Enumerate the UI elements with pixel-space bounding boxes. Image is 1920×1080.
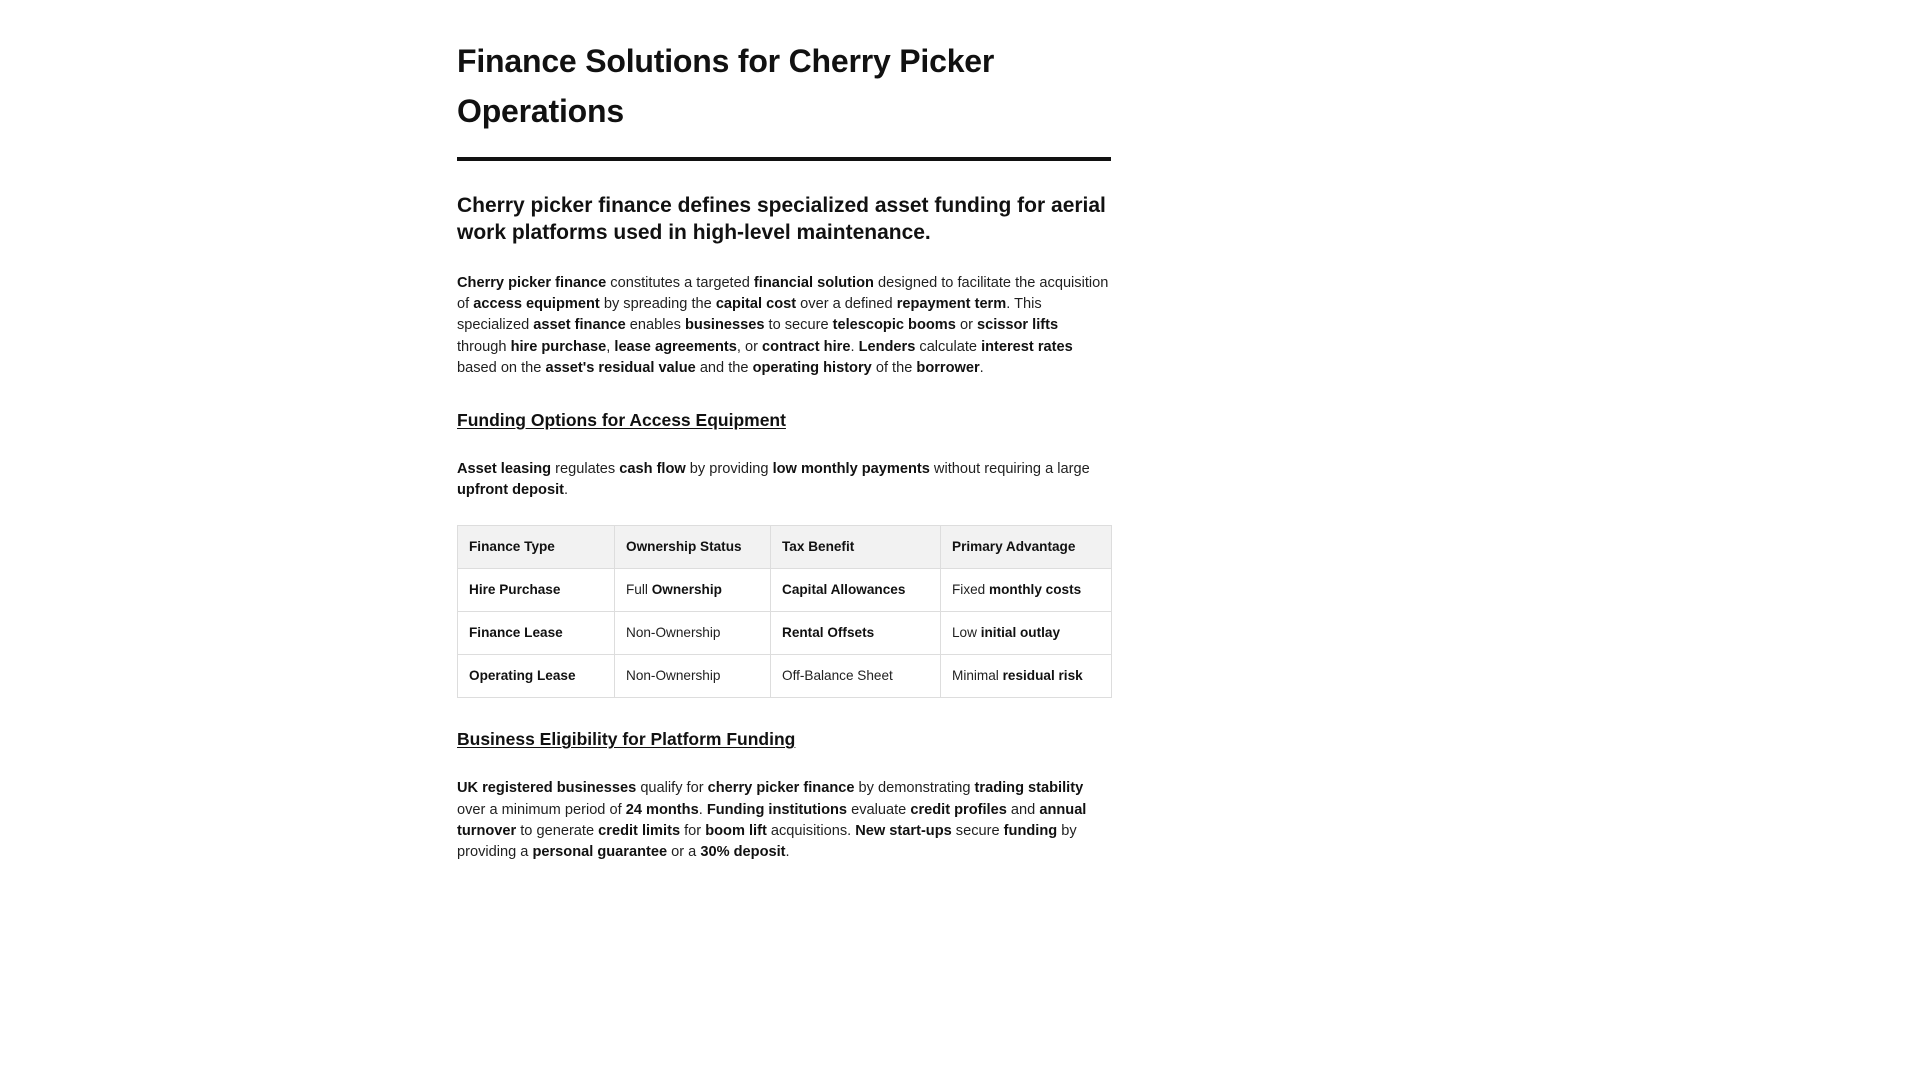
intro-text-3: by spreading the — [599, 296, 716, 313]
intro-term-borrower: borrower — [916, 359, 980, 376]
eligibility-text-4: . — [698, 801, 707, 818]
eligibility-text-6: and — [1006, 801, 1040, 818]
table-body — [458, 569, 1112, 698]
tax-plain: Off-Balance Sheet — [782, 668, 893, 684]
intro-term-cherry-picker-finance: Cherry picker finance — [457, 275, 607, 291]
table-row — [458, 569, 1112, 612]
funding-term-low-monthly-payments: low monthly payments — [772, 461, 930, 478]
eligibility-text-8: for — [680, 822, 706, 839]
intro-term-capital-cost: capital cost — [715, 296, 797, 313]
intro-text-8: or — [955, 317, 977, 334]
finance-comparison-table — [457, 525, 1112, 698]
tax-bold: Capital Allowances — [782, 582, 906, 598]
intro-text-10: , — [606, 338, 615, 355]
intro-term-contract-hire: contract hire — [762, 338, 851, 355]
cell-tax-benefit — [771, 655, 941, 698]
intro-term-interest-rates: interest rates — [981, 338, 1073, 355]
cell-finance-type — [458, 569, 615, 612]
column-header-finance-type: Finance Type — [458, 526, 615, 569]
advantage-bold: residual risk — [1002, 668, 1083, 684]
title-divider — [457, 157, 1111, 161]
funding-text-2: by providing — [685, 461, 773, 478]
intro-term-access-equipment: access equipment — [473, 296, 600, 313]
intro-term-businesses: businesses — [684, 317, 765, 334]
column-header-ownership-status: Ownership Status — [615, 526, 771, 569]
column-header-tax-benefit: Tax Benefit — [771, 526, 941, 569]
eligibility-term-new-start-ups: New start-ups — [855, 822, 952, 839]
intro-term-telescopic-booms: telescopic booms — [832, 317, 956, 334]
eligibility-text-5: evaluate — [847, 801, 911, 818]
advantage-plain: Minimal — [952, 668, 1003, 684]
intro-text-15: and the — [695, 359, 753, 376]
cell-finance-type — [458, 655, 615, 698]
funding-text-3: without requiring a large — [929, 461, 1090, 478]
column-header-primary-advantage: Primary Advantage — [941, 526, 1112, 569]
ownership-bold: Ownership — [651, 582, 722, 598]
ownership-plain: Full — [626, 582, 652, 598]
cell-primary-advantage — [941, 612, 1112, 655]
table-row — [458, 655, 1112, 698]
intro-text-14: based on the — [457, 359, 546, 376]
finance-type-value: Operating Lease — [469, 668, 576, 684]
eligibility-term-30-percent-deposit: 30% deposit — [700, 844, 786, 861]
intro-text-1: constitutes a targeted — [606, 275, 754, 291]
section-heading-funding-options: Funding Options for Access Equipment — [457, 410, 786, 431]
intro-text-9: through — [457, 338, 511, 355]
eligibility-text-10: secure — [951, 822, 1004, 839]
funding-term-cash-flow: cash flow — [619, 461, 686, 478]
eligibility-text-1: qualify for — [636, 780, 708, 797]
intro-term-asset-finance: asset finance — [533, 317, 626, 334]
cell-ownership-status — [615, 612, 771, 655]
business-eligibility-paragraph — [457, 778, 1111, 863]
eligibility-text-13: . — [785, 844, 790, 861]
advantage-plain: Fixed — [952, 582, 990, 598]
advantage-bold: initial outlay — [980, 625, 1061, 641]
finance-type-value: Finance Lease — [469, 625, 563, 641]
eligibility-term-annual-turnover: annual turnover — [457, 801, 1087, 839]
ownership-plain: Non-Ownership — [626, 625, 721, 641]
intro-term-lease-agreements: lease agreements — [614, 338, 737, 355]
cell-finance-type — [458, 612, 615, 655]
intro-text-13: calculate — [915, 338, 982, 355]
eligibility-term-credit-profiles: credit profiles — [910, 801, 1007, 818]
intro-text-12: . — [850, 338, 859, 355]
eligibility-text-11: by providing a — [457, 822, 1077, 861]
eligibility-text-7: to generate — [516, 822, 599, 839]
funding-text-1: regulates — [551, 461, 620, 478]
intro-text-17: . — [979, 359, 984, 376]
eligibility-text-9: acquisitions. — [766, 822, 856, 839]
intro-text-5: . This specialized — [457, 296, 1042, 334]
cell-primary-advantage — [941, 655, 1112, 698]
eligibility-text-12: or a — [667, 844, 701, 861]
funding-options-paragraph — [457, 459, 1111, 501]
eligibility-term-personal-guarantee: personal guarantee — [532, 844, 668, 861]
intro-term-operating-history: operating history — [752, 359, 872, 376]
cell-tax-benefit — [771, 612, 941, 655]
eligibility-term-boom-lift: boom lift — [705, 822, 767, 839]
intro-text-4: over a defined — [796, 296, 897, 313]
intro-term-financial-solution: financial solution — [753, 275, 874, 291]
intro-text-2: designed to facilitate the acquisition of — [457, 275, 1109, 313]
table-header-row — [458, 526, 1112, 569]
eligibility-text-2: by demonstrating — [854, 780, 975, 797]
eligibility-text-3: over a minimum period of — [457, 801, 626, 818]
lead-heading: Cherry picker finance defines specialized asset funding for aerial work platforms used in high-level maintenance. — [457, 194, 1106, 244]
section-heading-business-eligibility: Business Eligibility for Platform Funding — [457, 729, 796, 750]
cell-primary-advantage — [941, 569, 1112, 612]
cell-ownership-status — [615, 655, 771, 698]
eligibility-term-funding: funding — [1003, 822, 1058, 839]
intro-term-residual-value: asset's residual value — [545, 359, 696, 376]
eligibility-term-cherry-picker-finance: cherry picker finance — [707, 780, 855, 797]
eligibility-term-trading-stability: trading stability — [974, 780, 1084, 797]
page-title: Finance Solutions for Cherry Picker Operations — [457, 43, 995, 129]
intro-text-16: of the — [871, 359, 917, 376]
advantage-bold: monthly costs — [989, 582, 1082, 598]
intro-text-6: enables — [625, 317, 685, 334]
eligibility-term-24-months: 24 months — [625, 801, 699, 818]
finance-type-value: Hire Purchase — [469, 582, 561, 598]
cell-tax-benefit — [771, 569, 941, 612]
intro-paragraph — [457, 273, 1111, 379]
funding-text-4: . — [564, 482, 569, 499]
content-column — [457, 0, 1111, 863]
funding-term-asset-leasing: Asset leasing — [457, 461, 552, 478]
intro-term-repayment-term: repayment term — [896, 296, 1007, 313]
table-head — [458, 526, 1112, 569]
table-row — [458, 612, 1112, 655]
intro-term-scissor-lifts: scissor lifts — [977, 317, 1059, 334]
cell-ownership-status — [615, 569, 771, 612]
advantage-plain: Low — [952, 625, 981, 641]
intro-term-hire-purchase: hire purchase — [510, 338, 607, 355]
funding-term-upfront-deposit: upfront deposit — [457, 482, 565, 499]
eligibility-term-uk-registered-businesses: UK registered businesses — [457, 780, 637, 797]
ownership-plain: Non-Ownership — [626, 668, 721, 684]
eligibility-term-credit-limits: credit limits — [598, 822, 681, 839]
intro-text-7: to secure — [764, 317, 833, 334]
intro-text-11: , or — [736, 338, 763, 355]
eligibility-term-funding-institutions: Funding institutions — [706, 801, 848, 818]
tax-bold: Rental Offsets — [782, 625, 875, 641]
intro-term-lenders: Lenders — [858, 338, 916, 355]
